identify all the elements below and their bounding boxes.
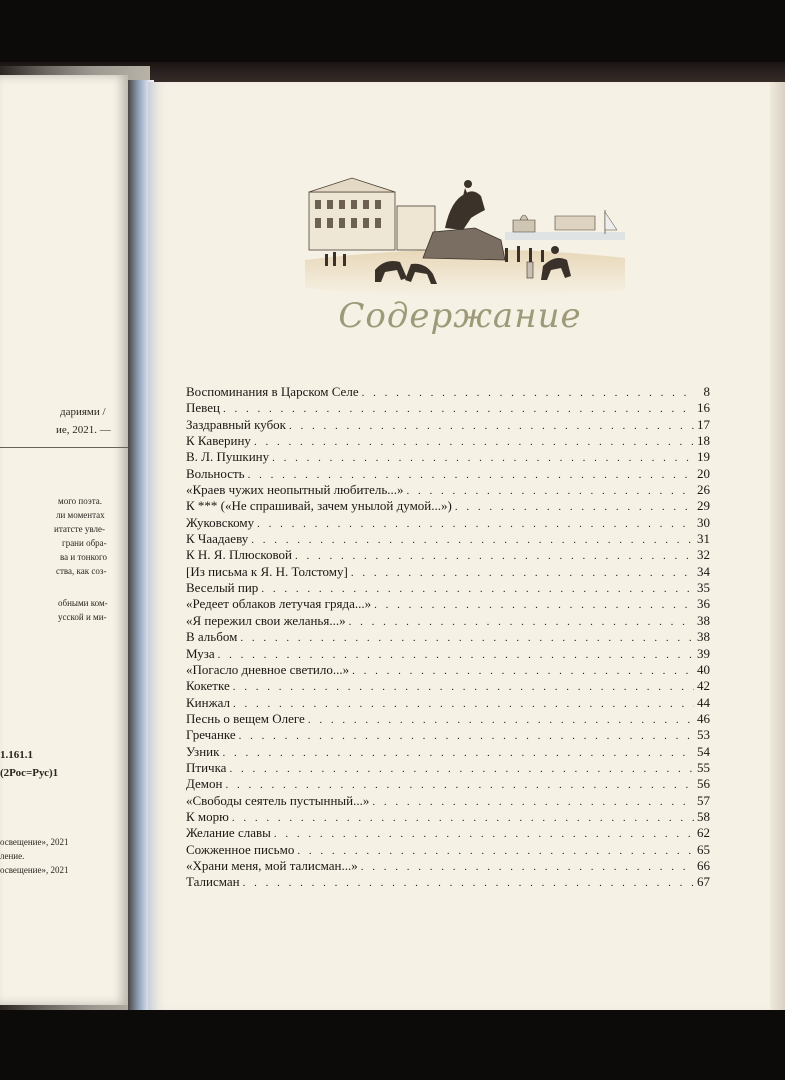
left-page-divider [0,447,128,448]
toc-entry-title: Веселый пир [186,580,259,596]
left-page-line: итатсте увле- [54,524,105,534]
toc-entry-title: «Редеет облаков летучая гряда...» [186,596,372,612]
left-page-line: грани обра- [62,538,107,548]
left-page-line: ление. [0,851,25,861]
toc-entry-title: Певец [186,400,220,416]
toc-entry-title: Муза [186,645,215,661]
toc-entry-page: 38 [697,612,710,628]
toc-entry [186,433,710,449]
toc-entry [186,678,710,694]
toc-entry-title: К Каверину [186,433,251,449]
toc-entry-title: Гречанке [186,727,236,743]
toc-entry [186,400,710,416]
toc-leader-dots [239,728,694,744]
toc-entry [186,547,710,563]
toc-entry-title: Узник [186,743,220,759]
toc-entry-title: «Погасло дневное светило...» [186,661,350,677]
toc-leader-dots [272,450,694,466]
toc-leader-dots [223,401,694,417]
toc-leader-dots [240,630,694,646]
toc-entry-page: 8 [703,384,710,399]
toc-entry-page: 19 [697,449,710,465]
toc-entry-page: 20 [697,465,710,481]
toc-entry-title: В. Л. Пушкину [186,449,270,465]
left-page [0,75,128,1005]
toc-leader-dots [361,859,694,875]
toc-entry [186,531,710,547]
toc-entry-title: К Н. Я. Плюсковой [186,547,292,563]
left-page-line: 1.161.1 [0,749,33,761]
table-of-contents [186,384,710,891]
toc-leader-dots [257,516,694,532]
toc-entry-page: 54 [697,743,710,759]
toc-leader-dots [222,745,694,761]
toc-leader-dots [362,385,694,401]
toc-entry [186,874,710,890]
toc-entry [186,744,710,760]
toc-entry [186,564,710,580]
toc-entry-title: Заздравный кубок [186,416,286,432]
toc-entry-title: Птичка [186,759,227,775]
toc-entry-page: 38 [697,629,710,645]
toc-entry-page: 62 [697,825,710,841]
toc-entry-page: 65 [697,841,710,857]
toc-entry-page: 53 [697,727,710,743]
toc-entry-title: Сожженное письмо [186,841,295,857]
background-dark [0,1010,785,1080]
toc-entry-page: 55 [697,759,710,775]
left-page-line: ие, 2021. — [56,424,111,436]
toc-entry-page: 40 [697,661,710,677]
toc-entry [186,417,710,433]
toc-entry-title: Вольность [186,465,245,481]
page-title: Содержание [338,296,582,336]
toc-leader-dots [233,679,694,695]
toc-entry [186,646,710,662]
left-page-line: ли моментах [56,510,105,520]
left-page-line: обными ком- [58,598,108,608]
toc-entry-page: 36 [697,596,710,612]
toc-leader-dots [351,565,694,581]
left-page-line: дариями / [60,406,106,418]
toc-leader-dots [349,614,694,630]
toc-entry-page: 58 [697,808,710,824]
left-page-line: усской и ми- [58,612,107,622]
left-page-line: освещение», 2021 [0,865,69,875]
toc-leader-dots [295,548,694,564]
toc-leader-dots [232,810,694,826]
toc-entry [186,776,710,792]
page-edge [770,82,785,1010]
toc-entry-title: Песнь о вещем Олеге [186,710,305,726]
toc-leader-dots [243,875,694,891]
left-page-line: мого поэта. [58,496,102,506]
left-page-line: ства, как соз- [56,566,107,576]
toc-entry-title: Воспоминания в Царском Селе [186,384,359,399]
toc-leader-dots [372,794,694,810]
toc-entry [186,809,710,825]
toc-leader-dots [233,696,694,712]
toc-entry-page: 46 [697,710,710,726]
toc-entry [186,711,710,727]
toc-entry-page: 66 [697,857,710,873]
toc-entry [186,466,710,482]
toc-leader-dots [254,434,694,450]
toc-entry [186,858,710,874]
toc-entry-page: 32 [697,547,710,563]
toc-entry-page: 30 [697,514,710,530]
toc-entry [186,596,710,612]
toc-leader-dots [455,499,694,515]
toc-entry-title: В альбом [186,629,238,645]
toc-entry [186,727,710,743]
toc-entry-title: К *** («Не спрашивай, зачем унылой думой...») [186,498,452,514]
toc-leader-dots [248,467,694,483]
toc-entry-page: 39 [697,645,710,661]
toc-leader-dots [407,483,694,499]
toc-entry [186,482,710,498]
toc-entry-title: Кинжал [186,694,230,710]
toc-entry-page: 31 [697,531,710,547]
toc-entry-title: «Краев чужих неопытный любитель...» [186,482,404,498]
toc-entry-page: 67 [697,874,710,890]
toc-entry-page: 35 [697,580,710,596]
toc-leader-dots [251,532,694,548]
toc-leader-dots [218,647,694,663]
toc-entry [186,384,710,400]
toc-entry [186,613,710,629]
toc-leader-dots [274,826,694,842]
toc-entry [186,825,710,841]
toc-entry-page: 16 [697,400,710,416]
toc-entry-title: «Свободы сеятель пустынный...» [186,792,370,808]
left-page-line: ва и тонкого [60,552,107,562]
left-page-line: (2Рос=Рус)1 [0,767,59,779]
toc-entry [186,580,710,596]
toc-leader-dots [352,663,694,679]
toc-entry-title: [Из письма к Я. Н. Толстому] [186,563,348,579]
toc-entry [186,629,710,645]
toc-leader-dots [261,581,694,597]
toc-leader-dots [308,712,694,728]
left-page-line: освещение», 2021 [0,837,69,847]
toc-entry-page: 56 [697,776,710,792]
toc-entry-title: Демон [186,776,223,792]
toc-entry-page: 34 [697,563,710,579]
toc-entry [186,498,710,514]
toc-leader-dots [297,843,694,859]
toc-entry [186,515,710,531]
toc-entry-title: К морю [186,808,229,824]
toc-entry-page: 18 [697,433,710,449]
toc-entry [186,842,710,858]
toc-entry-page: 17 [697,416,710,432]
toc-entry [186,449,710,465]
toc-entry-page: 44 [697,694,710,710]
toc-entry-page: 29 [697,498,710,514]
toc-entry [186,695,710,711]
toc-entry-title: К Чаадаеву [186,531,249,547]
toc-entry-page: 42 [697,678,710,694]
bronze-horseman-engraving-icon [305,170,625,300]
toc-entry-title: Жуковскому [186,514,255,530]
toc-entry-title: Желание славы [186,825,271,841]
toc-entry-page: 26 [697,482,710,498]
toc-leader-dots [225,777,694,793]
toc-entry [186,793,710,809]
toc-entry-title: Кокетке [186,678,230,694]
toc-entry-title: «Я пережил свои желанья...» [186,612,346,628]
toc-entry-title: «Храни меня, мой талисман...» [186,857,358,873]
toc-leader-dots [374,597,694,613]
toc-entry [186,662,710,678]
toc-leader-dots [289,418,694,434]
toc-entry [186,760,710,776]
toc-entry-page: 57 [697,792,710,808]
toc-entry-title: Талисман [186,874,240,890]
toc-leader-dots [229,761,694,777]
